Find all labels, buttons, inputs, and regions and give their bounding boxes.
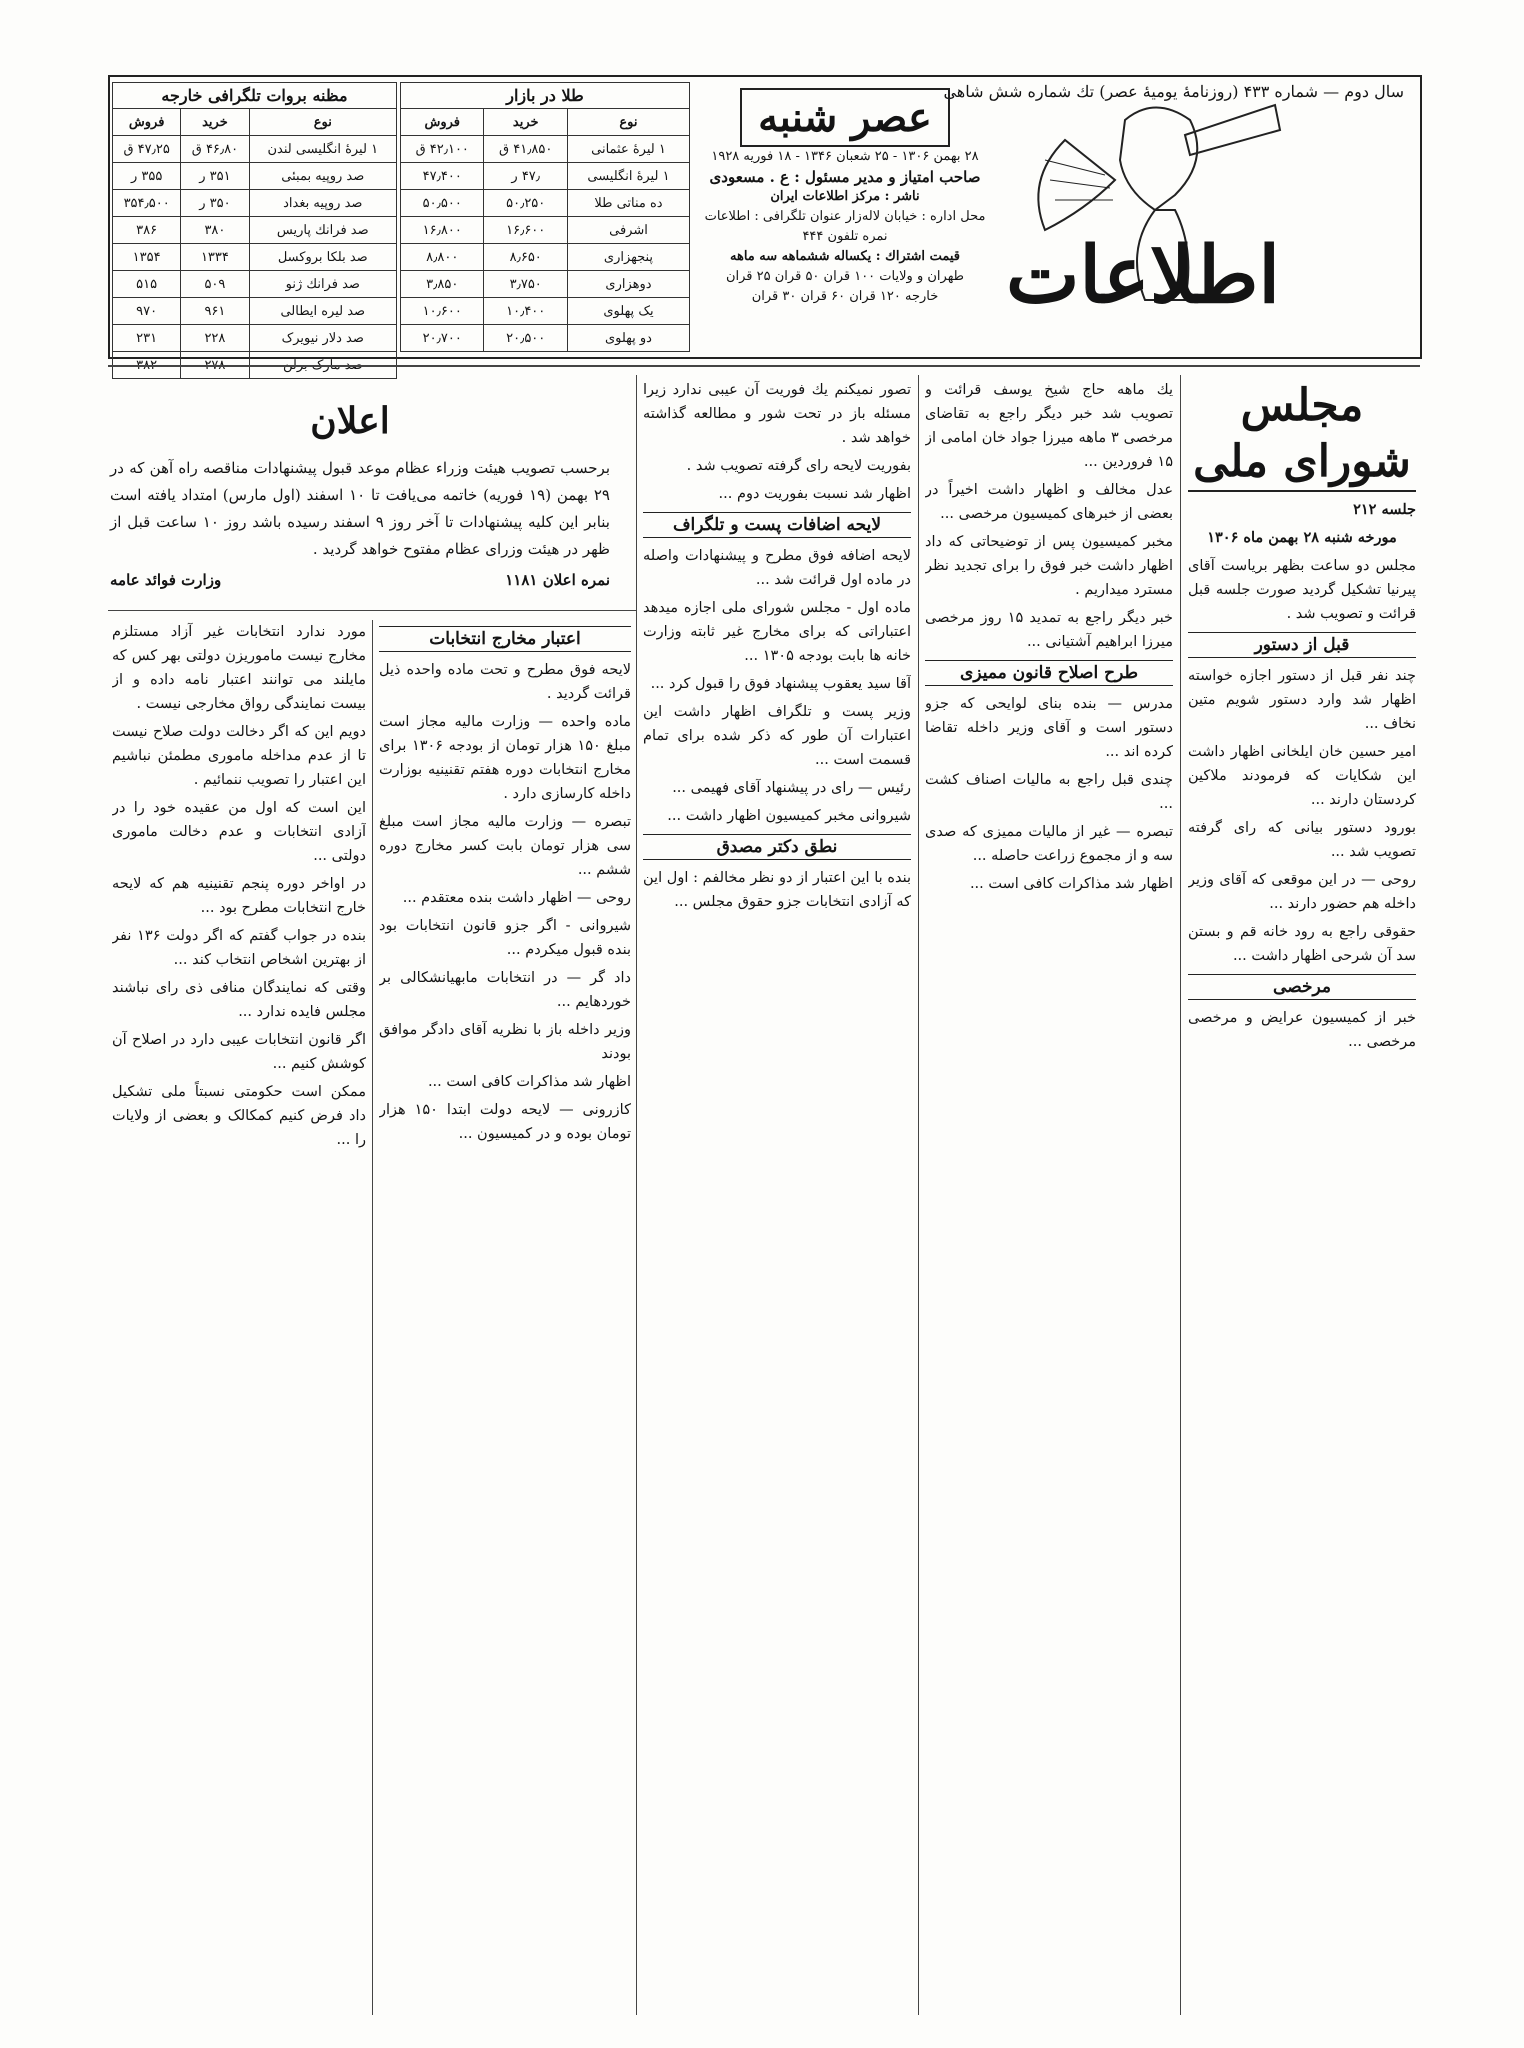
paragraph: بفوریت لایحه رای گرفته تصویب شد .	[686, 458, 911, 474]
paragraph: بورود دستور بیانی که رای گرفته تصویب شد ...	[1188, 820, 1416, 860]
cell: صد فرانك ژنو	[249, 271, 396, 298]
paragraph: مدرس — بنده بنای لوایحی که جزو دستور است و آقای وزیر داخله تقاضا کرده اند ...	[925, 696, 1173, 760]
office-line: محل اداره : خیابان لاله‌زار عنوان تلگرافی : اطلاعات	[704, 209, 986, 224]
majlis-title: مجلس شورای ملی	[1188, 378, 1416, 492]
paragraph: ماده واحده — وزارت مالیه مجاز است مبلغ ۱۵۰ هزار تومان از بودجه ۱۳۰۶ برای مخارج انتخابات دوره هفتم تقنینیه بوزارت داخله کارسازی دارد .	[379, 714, 631, 802]
cell: ۳۸۰	[181, 217, 249, 244]
paragraph: عدل مخالف و اظهار داشت اخیراً در بعضی از خبرهای کمیسیون مرخصی ...	[925, 482, 1173, 522]
paragraph: چندی قبل راجع به مالیات اصناف کشت ...	[925, 772, 1173, 812]
table-row	[401, 244, 690, 271]
paragraph: دویم این که اگر دخالت دولت صلاح نیست تا از عدم مداخله ماموری مطمئن نباشیم این اعتبار را تصویب ننمائیم .	[112, 724, 366, 788]
exchange-title: مظنه بروات تلگرافی خارجه	[112, 82, 397, 108]
table-header-row	[113, 109, 397, 136]
paragraph: ماده اول - مجلس شورای ملی اجازه میدهد اعتباراتی که برای مخارج غیر ثابته وزارت خانه ها بابت بودجه ۱۳۰۵ ...	[643, 600, 911, 664]
table-row	[401, 298, 690, 325]
paper-name: عصر شنبه	[740, 88, 950, 147]
paragraph: اظهار شد مذاکرات کافی است ...	[969, 876, 1173, 892]
masthead-divider	[108, 365, 1420, 367]
paragraph: تصور نمیکنم یك فوریت آن عیبی ندارد زیرا مسئله باز در تحت شور و مطالعه گذاشته خواهد شد .	[643, 382, 911, 446]
cell: ۹۷۰	[113, 298, 181, 325]
cell: صد دلار نیویرک	[249, 325, 396, 352]
subscription-line: قیمت اشتراك : یکساله ششماهه سه ماهه	[730, 249, 960, 264]
paragraph: لایحه اضافه فوق مطرح و پیشنهادات واصله در ماده اول قرائت شد ...	[643, 548, 911, 588]
paragraph: وزیر داخله باز با نظریه آقای دادگر موافق بودند	[379, 1022, 631, 1062]
table-row	[401, 271, 690, 298]
table-row	[401, 190, 690, 217]
table-row	[113, 244, 397, 271]
paragraph: حقوقی راجع به رود خانه قم و بستن سد آن شرحی اظهار داشت ...	[1188, 924, 1416, 964]
paragraph: اگر قانون انتخابات عیبی دارد در اصلاح آن کوشش کنیم ...	[112, 1032, 366, 1072]
column-header: فروش	[113, 109, 181, 136]
cell: اشرفی	[567, 217, 689, 244]
table-row	[401, 163, 690, 190]
paragraph: امیر حسین خان ایلخانی اظهار داشت این شکایات که فرمودند ملاکین کردستان دارند ...	[1188, 744, 1416, 808]
cell: ده مناتی طلا	[567, 190, 689, 217]
paragraph: مخبر کمیسیون پس از توضیحاتی که داد اظهار داشت خبر فوق را برای تجدید نظر مسترد میداریم .	[925, 534, 1173, 598]
paragraph: شیروانی - اگر جزو قانون انتخابات بود بنده قبول میکردم ...	[379, 918, 631, 958]
paragraph: بنده با این اعتبار از دو نظر مخالفم : اول این که آزادی انتخابات جزو حقوق مجلس ...	[643, 870, 911, 910]
notice-signature: وزارت فوائد عامه	[110, 571, 222, 589]
notice-body	[110, 455, 610, 594]
section-heading: قبل از دستور	[1188, 632, 1416, 658]
notice-text: برحسب تصویب هیئت وزراء عظام موعد قبول پیشنهادات مناقصه راه آهن که در ۲۹ بهمن (۱۹ فوریه) خاتمه می‌یافت تا ۱۰ اسفند (اول مارس) امتداد یافته است بنابر این کلیه پیشنهادات تا آخر روز ۹ اسفند رسیده باشد روز ۱۰ ساعت قبل از ظهر در هیئت وزرای عظام مفتوح خواهد گردید .	[110, 459, 610, 558]
cell: ۵۱۵	[113, 271, 181, 298]
table-header-row	[401, 109, 690, 136]
cell: ۳٫۷۵۰	[484, 271, 567, 298]
masthead-logo: اطلاعات	[1005, 230, 1280, 321]
paragraph: خبر از کمیسیون عرایض و مرخصی مرخصی ...	[1188, 1010, 1416, 1050]
cell: ۳۵۰ ر	[181, 190, 249, 217]
cell: ۱۳۳۴	[181, 244, 249, 271]
paragraph: کازرونی — لایحه دولت ابتدا ۱۵۰ هزار تومان بوده و در کمیسیون ...	[379, 1102, 631, 1142]
cell: صد فرانك پاریس	[249, 217, 396, 244]
cell: ۲۰٫۵۰۰	[484, 325, 567, 352]
cell: یک پهلوی	[567, 298, 689, 325]
section-heading: مرخصی	[1188, 974, 1416, 1000]
cell: دو پهلوی	[567, 325, 689, 352]
cell: ۹۶۱	[181, 298, 249, 325]
column-divider	[918, 375, 919, 2015]
notice-divider	[108, 610, 636, 611]
paragraph: اظهار شد نسبت بفوریت دوم ...	[718, 486, 911, 502]
paragraph: تبصره — وزارت مالیه مجاز است مبلغ سی هزار تومان بابت کسر مخارج دوره ششم ...	[379, 814, 631, 878]
cell: ۴۶٫۸۰ ق	[181, 136, 249, 163]
cell: ۵۰۹	[181, 271, 249, 298]
section-heading: لایحه اضافات پست و تلگراف	[643, 512, 911, 538]
paragraph: شیروانی مخبر کمیسیون اظهار داشت ...	[667, 808, 911, 824]
gold-market-table	[400, 82, 690, 352]
cell: دوهزاری	[567, 271, 689, 298]
cell: ۵۰٫۵۰۰	[401, 190, 484, 217]
paragraph: داد گر — در انتخابات مابهیانشکالی بر خوردهایم ...	[379, 970, 631, 1010]
cell: ۸٫۸۰۰	[401, 244, 484, 271]
gold-market-title: طلا در بازار	[400, 82, 690, 108]
table-row	[113, 136, 397, 163]
cell: ۳٫۸۵۰	[401, 271, 484, 298]
paragraph: لایحه فوق مطرح و تحت ماده واحده ذیل قرائت گردید .	[379, 662, 631, 702]
cell: ۳۵۱ ر	[181, 163, 249, 190]
paragraph: تبصره — غیر از مالیات ممیزی که صدی سه و از مجموع زراعت حاصله ...	[925, 824, 1173, 864]
section-heading: اعتبار مخارج انتخابات	[379, 626, 631, 652]
paragraph: آقا سید یعقوب پیشنهاد فوق را قبول کرد ...	[650, 676, 911, 692]
paragraph: یك ماهه حاج شیخ یوسف قرائت و تصویب شد خبر دیگر راجع به تقاضای مرخصی ۳ ماهه میرزا جواد خان امامی از ۱۵ فروردین ...	[925, 382, 1173, 470]
majlis-column	[1188, 378, 1416, 2018]
notice-footer	[110, 567, 610, 594]
paragraph: رئیس — رای در پیشنهاد آقای فهیمی ...	[672, 780, 911, 796]
cell: ۳۵۵ ر	[113, 163, 181, 190]
column-2	[925, 378, 1173, 2018]
column-divider	[372, 620, 373, 2015]
paragraph: روحی — در این موقعی که آقای وزیر داخله هم حضور دارند ...	[1188, 872, 1416, 912]
cell: ۴۷٫ ر	[484, 163, 567, 190]
subscription-abroad: خارجه ۱۲۰ قران ۶۰ قران ۳۰ قران	[751, 289, 939, 304]
cell: ۱۶٫۶۰۰	[484, 217, 567, 244]
column-header: نوع	[567, 109, 689, 136]
paragraph: این است که اول من عقیده خود را در آزادی انتخابات و عدم دخالت ماموری دولتی ...	[112, 800, 366, 864]
issue-line: سال دوم — شماره ۴۳۳ (روزنامهٔ یومیهٔ عصر) تك شماره شش شاهی	[943, 82, 1404, 101]
date-line: ۲۸ بهمن ۱۳۰۶ - ۲۵ شعبان ۱۳۴۶ - ۱۸ فوریه ۱۹۲۸	[711, 149, 979, 164]
cell: ۱۰٫۴۰۰	[484, 298, 567, 325]
table-row	[401, 325, 690, 352]
cell: ۲۰٫۷۰۰	[401, 325, 484, 352]
cell: ۴۷٫۴۰۰	[401, 163, 484, 190]
cell: ۴۱٫۸۵۰ ق	[484, 136, 567, 163]
table-row	[401, 217, 690, 244]
cell: ۲۳۱	[113, 325, 181, 352]
column-5	[112, 620, 366, 2015]
cell: صد لیره ایطالی	[249, 298, 396, 325]
column-3	[643, 378, 911, 2018]
column-header: خرید	[484, 109, 567, 136]
cell: ۲۲۸	[181, 325, 249, 352]
cell: صد بلکا بروکسل	[249, 244, 396, 271]
table-row	[113, 271, 397, 298]
table-row	[113, 298, 397, 325]
paragraph: در اواخر دوره پنجم تقنینیه هم که لایحه خارج انتخابات مطرح بود ...	[112, 876, 366, 916]
cell: پنجهزاری	[567, 244, 689, 271]
notice-title: اعلان	[310, 400, 390, 442]
paragraph: وقتی که نمایندگان منافی ذی رای نباشند مجلس فایده ندارد ...	[112, 980, 366, 1020]
exchange-rate-table	[112, 82, 397, 379]
column-4	[379, 620, 631, 2015]
cell: ۱۰٫۶۰۰	[401, 298, 484, 325]
column-divider	[636, 375, 637, 2015]
column-header: نوع	[249, 109, 396, 136]
paragraph: چند نفر قبل از دستور اجازه خواسته اظهار شد وارد دستور شویم متین نخاف ...	[1188, 668, 1416, 732]
cell: ۱۶٫۸۰۰	[401, 217, 484, 244]
session-number: جلسه ۲۱۲	[1353, 501, 1416, 518]
paragraph: مجلس دو ساعت بظهر بریاست آقای پیرنیا تشکیل گردید صورت جلسه قبل قرائت و تصویب شد .	[1188, 558, 1416, 622]
paragraph: روحی — اظهار داشت بنده معتقدم ...	[402, 890, 631, 906]
table-row	[113, 190, 397, 217]
publisher-line: ناشر : مرکز اطلاعات ایران	[770, 189, 920, 204]
section-heading: طرح اصلاح قانون ممیزی	[925, 660, 1173, 686]
section-heading: نطق دکتر مصدق	[643, 834, 911, 860]
cell: ۵۰٫۲۵۰	[484, 190, 567, 217]
paragraph: اظهار شد مذاکرات کافی است ...	[427, 1074, 631, 1090]
paragraph: وزیر پست و تلگراف اظهار داشت این اعتبارات آن طور که ذکر شده برای تمام قسمت است ...	[643, 704, 911, 768]
cell: ۳۸۶	[113, 217, 181, 244]
cell: صد روپیه بمبئی	[249, 163, 396, 190]
paragraph: مورد ندارد انتخابات غیر آزاد مستلزم مخارج نیست ماموریزن دولتی بهر کس که مایلند می توانند اعتبار نامه داده و از بیست نمایندگی رواق مخارجی نیست .	[112, 624, 366, 712]
cell: صد روپیه بغداد	[249, 190, 396, 217]
cell: ۱ لیرهٔ انگلیسی لندن	[249, 136, 396, 163]
cell: ۳۵۴٫۵۰۰	[113, 190, 181, 217]
cell: ۱ لیرهٔ انگلیسی	[567, 163, 689, 190]
table-row	[113, 325, 397, 352]
session-date: مورخه شنبه ۲۸ بهمن ماه ۱۳۰۶	[1207, 529, 1397, 546]
column-divider	[1180, 375, 1181, 2015]
cell: ۱۳۵۴	[113, 244, 181, 271]
notice-number: نمره اعلان ۱۱۸۱	[505, 571, 610, 589]
paragraph: ممکن است حکومتی نسبتاً ملی تشکیل داد فرض کنیم کمکالک و بعضی از ولایات را ...	[112, 1084, 366, 1148]
subscription-tehran: طهران و ولایات ۱۰۰ قران ۵۰ قران ۲۵ قران	[725, 269, 965, 284]
cell: ۸٫۶۵۰	[484, 244, 567, 271]
cell: ۴۲٫۱۰۰ ق	[401, 136, 484, 163]
center-header	[700, 88, 990, 307]
paragraph: خبر دیگر راجع به تمدید ۱۵ روز مرخصی میرزا ابراهیم آشتیانی ...	[925, 610, 1173, 650]
column-header: فروش	[401, 109, 484, 136]
paragraph: بنده در جواب گفتم که اگر دولت ۱۳۶ نفر از بهترین اشخاص انتخاب کند ...	[112, 928, 366, 968]
phone-line: نمره تلفون ۴۴۴	[802, 229, 888, 244]
column-header: خرید	[181, 109, 249, 136]
owner-line: صاحب امتیاز و مدیر مسئول : ع . مسعودی	[709, 168, 981, 186]
table-row	[113, 217, 397, 244]
table-row	[113, 163, 397, 190]
table-row	[401, 136, 690, 163]
cell: ۴۷٫۲۵ ق	[113, 136, 181, 163]
cell: ۱ لیرهٔ عثمانی	[567, 136, 689, 163]
